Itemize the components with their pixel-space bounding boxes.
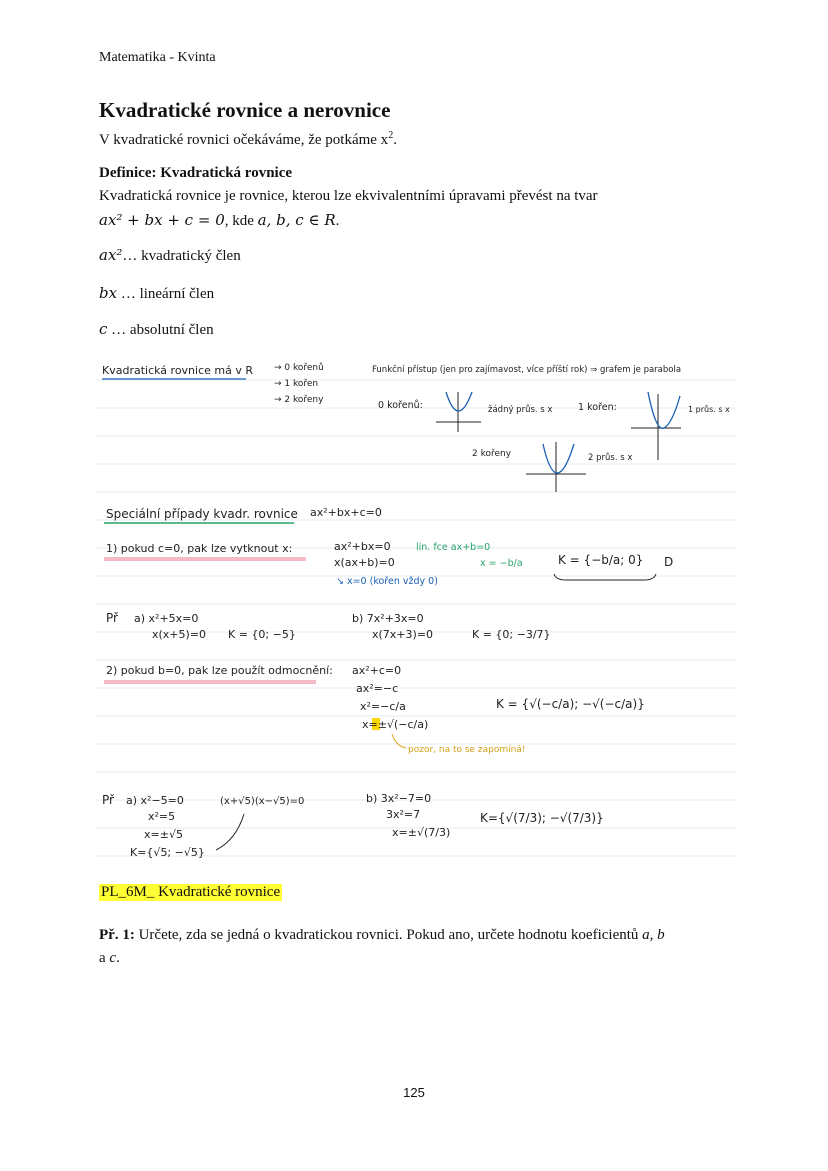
note-option-0: → 0 kořenů [274, 363, 324, 373]
page-number: 125 [403, 1085, 425, 1100]
note-general-form: ax²+bx+c=0 [310, 506, 382, 519]
note-example1-label: Př [106, 611, 118, 625]
note-example2-b-0: b) 3x²−7=0 [366, 792, 432, 805]
note-one-desc: 1 průs. s x [688, 405, 730, 414]
note-zero-roots: 0 kořenů: [378, 400, 423, 411]
note-example2-label: Př [102, 793, 114, 807]
note-warning: pozor, na to se zapomíná! [408, 745, 526, 755]
note-case1-line-0: ax²+bx=0 [334, 540, 391, 553]
note-two-desc: 2 průs. s x [588, 453, 633, 463]
note-example2-b-1: 3x²=7 [386, 808, 421, 821]
task-1: Př. 1: Určete, zda se jedná o kvadratickou rovnici. Pokud ano, určete hodnotu koeficientů a, b a c. [99, 927, 665, 966]
note-two-roots: 2 kořeny [472, 449, 512, 459]
note-brace [554, 574, 656, 580]
note-case1: 1) pokud c=0, pak lze vytknout x: [106, 542, 293, 555]
note-example2-a-1: x²=5 [148, 810, 176, 823]
note-case2-line-2: x²=−c/a [360, 700, 406, 713]
note-graph-approach: Funkční přístup (jen pro zajímavost, více příští rok) ⇒ grafem je parabola [372, 365, 682, 375]
definition-formula: ax² + bx + c = 0, kde a, b, c ∈ R. [99, 211, 340, 229]
note-example2-a-0: a) x²−5=0 [126, 794, 184, 807]
note-example2-b-2: x=±√(7/3) [392, 826, 451, 839]
page-header: Matematika - Kvinta [99, 50, 216, 65]
note-case1-root: ↘ x=0 (kořen vždy 0) [336, 576, 438, 587]
note-example2-b-result: K={√(7/3); −√(7/3)} [480, 811, 604, 825]
note-case1-result: K = {−b/a; 0} [558, 553, 644, 567]
note-case2-line-0: ax²+c=0 [352, 664, 402, 677]
note-option-2: → 2 kořeny [274, 395, 324, 405]
term-quadratic: ax²… kvadratický člen [99, 246, 241, 264]
note-special-cases-title: Speciální případy kvadr. rovnice [106, 507, 298, 521]
parabola-two-roots [526, 442, 586, 492]
definition-text: Kvadratická rovnice je rovnice, kterou lze ekvivalentními úpravami převést na tvar [99, 188, 598, 204]
definition-heading: Definice: Kvadratická rovnice [99, 165, 293, 181]
note-example2-a-3: K={√5; −√5} [130, 846, 205, 859]
note-roots-title: Kvadratická rovnice má v R [102, 364, 254, 377]
note-example1-a-result: K = {0; −5} [228, 628, 296, 641]
note-lin-eq: lin. fce ax+b=0 [416, 542, 491, 553]
svg-text:D: D [664, 555, 674, 569]
note-example1-b-0: b) 7x²+3x=0 [352, 612, 424, 625]
note-option-1: → 1 kořen [274, 379, 319, 389]
handwritten-notes [96, 352, 736, 874]
note-lin-sol: x = −b/a [480, 558, 523, 569]
exercise-link[interactable]: PL_6M_ Kvadratické rovnice [101, 884, 281, 900]
term-linear: bx … lineární člen [99, 284, 215, 302]
note-case2-result: K = {√(−c/a); −√(−c/a)} [496, 697, 645, 711]
note-case2-line-3: x=±√(−c/a) [362, 718, 429, 731]
note-example1-a-1: x(x+5)=0 [152, 628, 207, 641]
parabola-zero-roots [436, 392, 481, 432]
note-example2-a-2: x=±√5 [144, 828, 183, 841]
note-zero-desc: žádný průs. s x [488, 405, 553, 415]
note-example1-b-result: K = {0; −3/7} [472, 628, 551, 641]
note-one-root: 1 kořen: [578, 402, 617, 413]
note-example2-a-factor: (x+√5)(x−√5)=0 [220, 796, 305, 807]
parabola-one-root [631, 392, 681, 460]
note-case2-line-1: ax²=−c [356, 682, 399, 695]
note-case2: 2) pokud b=0, pak lze použít odmocnění: [106, 664, 333, 677]
note-example1-a-0: a) x²+5x=0 [134, 612, 199, 625]
note-example1-b-1: x(7x+3)=0 [372, 628, 434, 641]
intro-text: V kvadratické rovnici očekáváme, že potkáme $x^2$. [99, 130, 397, 148]
page-title: Kvadratické rovnice a nerovnice [99, 98, 391, 122]
note-case1-line-1: x(ax+b)=0 [334, 556, 395, 569]
term-absolute: c … absolutní člen [99, 320, 214, 338]
